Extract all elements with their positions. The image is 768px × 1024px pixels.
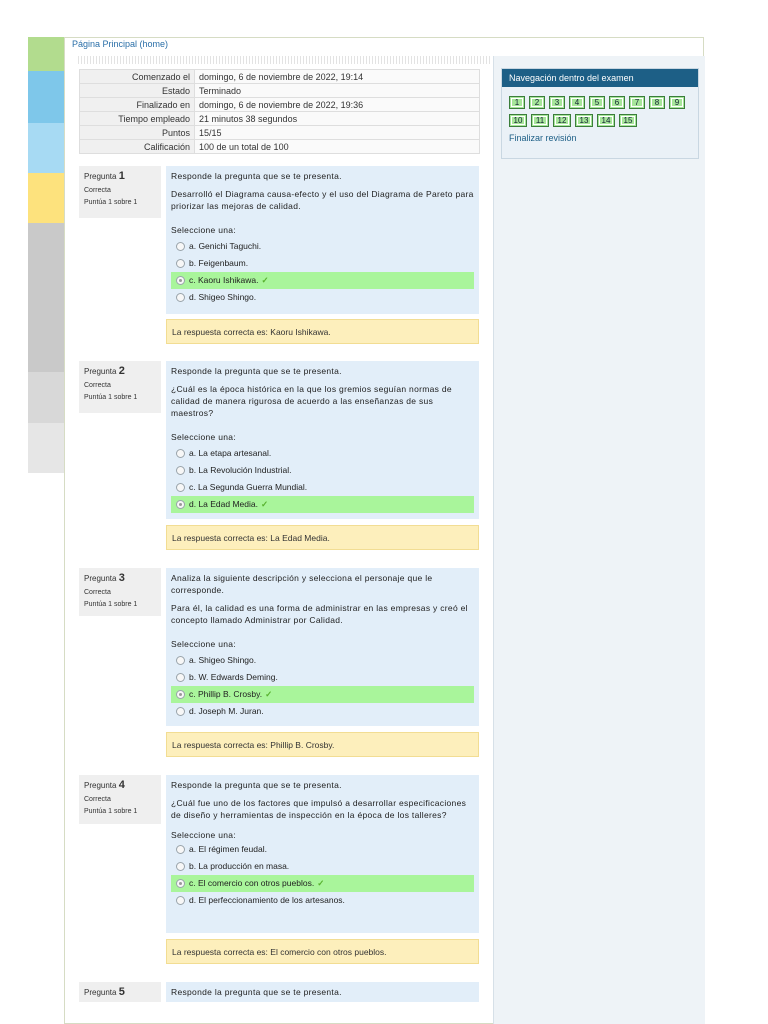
answer-option-selected[interactable]: d. La Edad Media. ✓ (171, 496, 474, 513)
radio-icon (176, 483, 185, 492)
correct-answer-feedback: La respuesta correcta es: Phillip B. Crosby. (166, 732, 479, 757)
question-intro: Responde la pregunta que se te presenta. (171, 780, 342, 790)
nav-question-10-button[interactable]: 10 (509, 114, 527, 127)
question-info (79, 568, 161, 616)
divider (78, 56, 492, 64)
question-info (79, 361, 161, 413)
question-label: Pregunta (84, 367, 117, 376)
question-info (79, 982, 161, 1002)
nav-question-1-button[interactable]: 1 (509, 96, 525, 109)
question-content (166, 775, 479, 933)
theme-strip-lightblue (28, 123, 64, 173)
answer-option[interactable]: a. La etapa artesanal. (171, 445, 474, 462)
radio-icon (176, 862, 185, 871)
question-number: 2 (118, 365, 125, 377)
correct-check-icon: ✓ (261, 275, 269, 285)
answer-option[interactable]: d. El perfeccionamiento de los artesanos. (171, 892, 474, 909)
select-one-label: Seleccione una: (171, 830, 236, 840)
question-label: Pregunta (84, 172, 117, 181)
attempt-summary-table (79, 69, 480, 154)
question-text: Para él, la calidad es una forma de administrar en las empresas y creó el concepto llamado Administrar por Calidad. (171, 603, 468, 625)
select-one-label: Seleccione una: (171, 432, 236, 442)
question-content (166, 166, 479, 314)
answer-option[interactable]: b. Feigenbaum. (171, 255, 474, 272)
question-intro: Responde la pregunta que se te presenta. (171, 987, 342, 997)
correct-check-icon: ✓ (317, 878, 325, 888)
question-intro: Responde la pregunta que se te presenta. (171, 171, 342, 181)
question-state: Correcta (84, 796, 111, 803)
question-intro: Responde la pregunta que se te presenta. (171, 366, 342, 376)
answer-option[interactable]: a. El régimen feudal. (171, 841, 474, 858)
quiz-navigation-title: Navegación dentro del examen (502, 69, 698, 87)
question-info (79, 775, 161, 824)
question-state: Correcta (84, 589, 111, 596)
nav-question-4-button[interactable]: 4 (569, 96, 585, 109)
nav-question-11-button[interactable]: 11 (531, 114, 549, 127)
radio-icon (176, 293, 185, 302)
theme-strip-green (28, 37, 64, 71)
answer-option[interactable]: a. Shigeo Shingo. (171, 652, 474, 669)
radio-icon (176, 845, 185, 854)
answer-option[interactable]: d. Joseph M. Juran. (171, 703, 474, 720)
theme-strip-yellow (28, 173, 64, 223)
quiz-navigation-block (501, 68, 699, 159)
question-text: Desarrolló el Diagrama causa-efecto y el uso del Diagrama de Pareto para priorizar las mejoras de calidad. (171, 189, 474, 211)
answer-option[interactable]: d. Shigeo Shingo. (171, 289, 474, 306)
theme-strip-gray (28, 223, 64, 372)
nav-question-14-button[interactable]: 14 (597, 114, 615, 127)
question-mark: Puntúa 1 sobre 1 (84, 601, 138, 608)
right-column (493, 56, 705, 1024)
summary-row: Estado Terminado (80, 84, 480, 98)
radio-icon (176, 673, 185, 682)
radio-checked-icon (176, 276, 185, 285)
question-state: Correcta (84, 382, 111, 389)
correct-answer-feedback: La respuesta correcta es: Kaoru Ishikawa. (166, 319, 479, 344)
radio-icon (176, 466, 185, 475)
radio-icon (176, 896, 185, 905)
answer-option[interactable]: b. La Revolución Industrial. (171, 462, 474, 479)
nav-question-12-button[interactable]: 12 (553, 114, 571, 127)
question-number: 1 (118, 170, 125, 182)
finish-review-link[interactable]: Finalizar revisión (509, 133, 577, 143)
nav-question-2-button[interactable]: 2 (529, 96, 545, 109)
correct-answer-feedback: La respuesta correcta es: La Edad Media. (166, 525, 479, 550)
radio-checked-icon (176, 500, 185, 509)
quiz-navigation-buttons (509, 96, 689, 132)
breadcrumb-home-link[interactable]: Página Principal (home) (72, 39, 169, 49)
theme-strip-lightgray (28, 372, 64, 423)
question-text: ¿Cuál es la época histórica en la que los gremios seguían normas de calidad de manera rigurosa de acuerdo a las enseñanzas de sus maestros? (171, 384, 452, 418)
nav-question-7-button[interactable]: 7 (629, 96, 645, 109)
answer-option[interactable]: b. La producción en masa. (171, 858, 474, 875)
radio-checked-icon (176, 690, 185, 699)
question-label: Pregunta (84, 781, 117, 790)
radio-icon (176, 707, 185, 716)
question-content (166, 568, 479, 726)
nav-question-3-button[interactable]: 3 (549, 96, 565, 109)
correct-check-icon: ✓ (265, 689, 273, 699)
radio-icon (176, 259, 185, 268)
question-number: 5 (118, 986, 125, 998)
summary-row: Comenzado el domingo, 6 de noviembre de 2022, 19:14 (80, 70, 480, 84)
nav-question-15-button[interactable]: 15 (619, 114, 637, 127)
question-content (166, 982, 479, 1002)
select-one-label: Seleccione una: (171, 639, 236, 649)
nav-question-5-button[interactable]: 5 (589, 96, 605, 109)
nav-question-8-button[interactable]: 8 (649, 96, 665, 109)
theme-strip-palegray (28, 423, 64, 473)
answer-option-selected[interactable]: c. El comercio con otros pueblos. ✓ (171, 875, 474, 892)
answer-option[interactable]: b. W. Edwards Deming. (171, 669, 474, 686)
question-number: 4 (118, 779, 125, 791)
question-state: Correcta (84, 187, 111, 194)
question-text: ¿Cuál fue uno de los factores que impulsó a desarrollar especificaciones de diseño y herramientas de inspección en la época de los talleres? (171, 798, 467, 820)
radio-icon (176, 449, 185, 458)
theme-strip-blue (28, 71, 64, 123)
answer-option[interactable]: a. Genichi Taguchi. (171, 238, 474, 255)
nav-question-6-button[interactable]: 6 (609, 96, 625, 109)
question-content (166, 361, 479, 519)
answer-option[interactable]: c. La Segunda Guerra Mundial. (171, 479, 474, 496)
summary-row: Finalizado en domingo, 6 de noviembre de 2022, 19:36 (80, 98, 480, 112)
summary-row: Tiempo empleado 21 minutos 38 segundos (80, 112, 480, 126)
question-intro: Analiza la siguiente descripción y selecciona el personaje que le corresponde. (171, 573, 433, 595)
question-number: 3 (118, 572, 125, 584)
select-one-label: Seleccione una: (171, 225, 236, 235)
question-mark: Puntúa 1 sobre 1 (84, 394, 138, 401)
radio-checked-icon (176, 879, 185, 888)
answer-option-selected[interactable]: c. Phillip B. Crosby. ✓ (171, 686, 474, 703)
question-label: Pregunta (84, 574, 117, 583)
nav-question-13-button[interactable]: 13 (575, 114, 593, 127)
nav-question-9-button[interactable]: 9 (669, 96, 685, 109)
question-mark: Puntúa 1 sobre 1 (84, 808, 138, 815)
correct-answer-feedback: La respuesta correcta es: El comercio con otros pueblos. (166, 939, 479, 964)
correct-check-icon: ✓ (261, 499, 269, 509)
question-label: Pregunta (84, 988, 117, 997)
radio-icon (176, 656, 185, 665)
summary-row: Puntos 15/15 (80, 126, 480, 140)
question-mark: Puntúa 1 sobre 1 (84, 199, 138, 206)
radio-icon (176, 242, 185, 251)
summary-row: Calificación 100 de un total de 100 (80, 140, 480, 154)
question-info (79, 166, 161, 218)
answer-option-selected[interactable]: c. Kaoru Ishikawa. ✓ (171, 272, 474, 289)
